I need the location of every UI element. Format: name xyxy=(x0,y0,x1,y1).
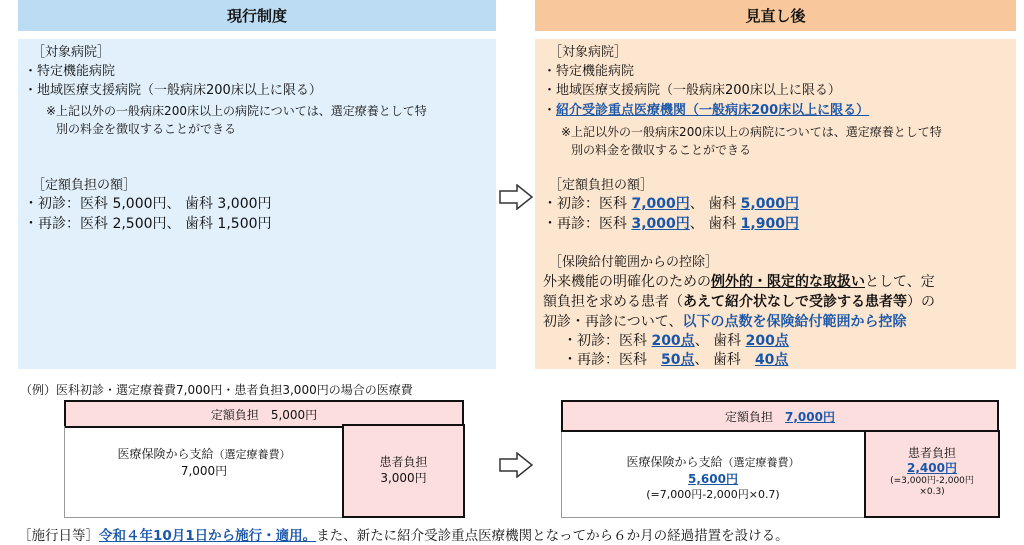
text-run: 額負担を求める患者（ xyxy=(543,294,683,310)
hospital-item: ・地域医療支援病院（一般病床200床以上に限る） xyxy=(24,83,322,98)
deduction-text xyxy=(543,313,906,332)
fee-prefix: ・再診：医科 xyxy=(543,216,632,232)
text-run: ・再診：医科 xyxy=(563,352,661,368)
note-text: 別の料金を徴収することができる xyxy=(56,122,237,136)
insurance-sub: （選定療養費） xyxy=(722,456,800,469)
example-caption: （例）医科初診・選定療養費7,000円・患者負担3,000円の場合の医療費 xyxy=(20,383,413,397)
deduction-text xyxy=(543,273,935,292)
fee-heading: ［定額負担の額］ xyxy=(32,178,137,193)
text-run: ）の xyxy=(907,294,935,310)
patient-label: 患者負担 xyxy=(379,455,428,469)
patient-calc: ×0.3) xyxy=(919,487,945,497)
hospital-item: ・特定機能病院 xyxy=(24,64,116,79)
deduction-text xyxy=(543,293,935,312)
fee-medical: 7,000円 xyxy=(631,196,690,212)
points-value: 40点 xyxy=(754,352,789,368)
points-value: 200点 xyxy=(651,333,695,349)
insurance-value: 5,600円 xyxy=(688,472,738,486)
patient-burden xyxy=(864,430,1000,518)
footer-text: また、新たに紹介受診重点医療機関となってから６か月の経過措置を設ける。 xyxy=(316,528,789,544)
revised-panel xyxy=(535,39,1016,369)
note-text: ※上記以外の一般病床200床以上の病院については、選定療養として特 xyxy=(561,125,942,139)
hospitals-heading: ［対象病院］ xyxy=(549,45,628,60)
text-run: として、定 xyxy=(865,274,935,290)
text-emphasis: 以下の点数を保険給付範囲から控除 xyxy=(682,314,907,330)
fee-mid: 、 歯科 xyxy=(689,216,741,232)
insurance-block xyxy=(65,446,343,479)
patient-burden xyxy=(342,424,465,518)
fee-dental: 1,900円 xyxy=(740,216,799,232)
current-panel xyxy=(18,39,496,369)
patient-value: 3,000円 xyxy=(380,471,427,485)
first-visit-fee: ・初診：医科 5,000円、 歯科 3,000円 xyxy=(24,196,272,212)
patient-label: 患者負担 xyxy=(907,446,956,460)
hospital-item: ・地域医療支援病院（一般病床200床以上に限る） xyxy=(543,83,841,98)
footer-note xyxy=(18,524,789,544)
arrow-right-icon xyxy=(499,184,533,210)
footer-label: ［施行日等］ xyxy=(18,528,99,544)
fee-heading: ［定額負担の額］ xyxy=(549,178,654,193)
bullet: ・ xyxy=(543,103,557,118)
fixed-charge-label: 定額負担 xyxy=(725,409,786,424)
revisit-fee: ・再診：医科 2,500円、 歯科 1,500円 xyxy=(24,216,272,232)
note-text: ※上記以外の一般病床200床以上の病院については、選定療養として特 xyxy=(46,104,427,118)
arrow-right-icon xyxy=(499,452,533,478)
header-current: 現行制度 xyxy=(18,0,496,31)
deduction-heading: ［保険給付範囲からの控除］ xyxy=(549,255,719,270)
patient-calc: (=3,000円-2,000円 xyxy=(890,476,974,486)
insurance-value: 7,000円 xyxy=(180,464,228,478)
points-value: 50点 xyxy=(661,352,695,368)
footer-date: 令和４年10月1日から施行・適用。 xyxy=(99,528,317,544)
text-run: 、 歯科 xyxy=(694,352,755,368)
insurance-label: 医療保険から支給 xyxy=(626,455,723,469)
fixed-charge-bar xyxy=(561,400,999,432)
text-run: 外来機能の明確化のための xyxy=(543,274,711,290)
fee-dental: 5,000円 xyxy=(740,196,799,212)
insurance-calc: (=7,000円-2,000円×0.7) xyxy=(646,488,780,501)
text-emphasis: あえて紹介状なしで受診する患者等 xyxy=(683,294,907,310)
note-text: 別の料金を徴収することができる xyxy=(571,143,752,157)
fixed-charge-bar: 定額負担 5,000円 xyxy=(64,400,464,428)
first-visit-fee xyxy=(543,195,799,214)
text-run: 初診・再診について、 xyxy=(543,314,683,330)
new-hospital-item xyxy=(543,101,869,120)
revisit-fee xyxy=(543,215,799,234)
text-emphasis: 例外的・限定的な取扱い xyxy=(711,274,865,290)
text-run: 、 歯科 xyxy=(694,333,746,349)
text-run: ・初診：医科 xyxy=(563,333,652,349)
hospitals-heading: ［対象病院］ xyxy=(32,45,111,60)
points-first xyxy=(563,332,789,351)
insurance-sub: （選定療養費） xyxy=(213,448,291,461)
points-revisit xyxy=(563,351,788,370)
insurance-block xyxy=(562,454,864,503)
insurance-label: 医療保険から支給 xyxy=(117,447,214,461)
patient-value: 2,400円 xyxy=(907,461,957,475)
fee-medical: 3,000円 xyxy=(631,216,690,232)
points-value: 200点 xyxy=(745,333,789,349)
fee-mid: 、 歯科 xyxy=(689,196,741,212)
fixed-charge-value: 7,000円 xyxy=(785,409,835,424)
cost-breakdown xyxy=(561,432,999,518)
new-hospital-type: 紹介受診重点医療機関（一般病床200床以上に限る） xyxy=(556,103,870,118)
hospital-item: ・特定機能病院 xyxy=(543,64,635,79)
cost-breakdown xyxy=(64,426,464,518)
fee-prefix: ・初診：医科 xyxy=(543,196,632,212)
header-revised: 見直し後 xyxy=(535,0,1016,31)
